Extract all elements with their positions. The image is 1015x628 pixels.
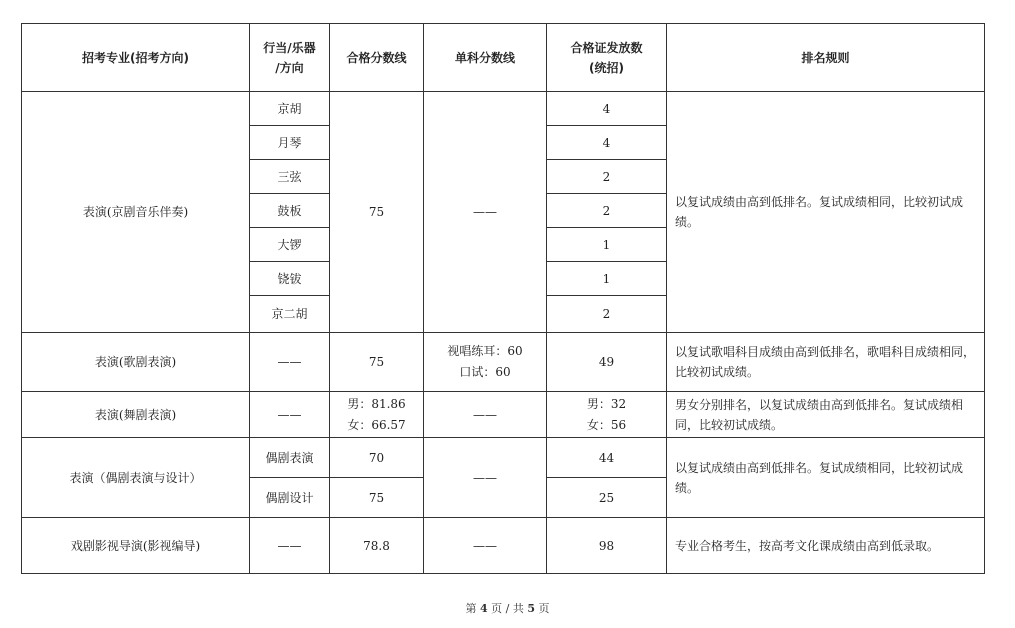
ranking-rule-cell: 以复试成绩由高到低排名。复试成绩相同，比较初试成绩。: [667, 438, 985, 518]
certificates-cell: 2: [547, 160, 667, 194]
major-cell: 表演（偶剧表演与设计）: [22, 438, 250, 518]
certificates-cell: 44: [547, 438, 667, 478]
single-score-cell: ——: [424, 438, 547, 518]
instrument-cell: 偶剧表演: [250, 438, 330, 478]
ranking-rule-cell: 男女分别排名，以复试成绩由高到低排名。复试成绩相同，比较初试成绩。: [667, 392, 985, 438]
instrument-cell: ——: [250, 392, 330, 438]
pass-score-cell: 75: [330, 478, 424, 518]
major-cell: 表演(京剧音乐伴奏): [22, 92, 250, 333]
table-row: [22, 518, 985, 574]
pass-score-cell: 70: [330, 438, 424, 478]
major-cell: 表演(舞剧表演): [22, 392, 250, 438]
certificates-cell: 1: [547, 262, 667, 296]
certificates-cell: 男：32 女：56: [547, 392, 667, 438]
major-cell: 戏剧影视导演(影视编导): [22, 518, 250, 574]
admission-score-table: [21, 23, 985, 574]
header-ranking-rule: 排名规则: [667, 24, 985, 92]
header-pass-score: 合格分数线: [330, 24, 424, 92]
instrument-cell: 京胡: [250, 92, 330, 126]
certificates-cell: 49: [547, 333, 667, 392]
instrument-cell: 京二胡: [250, 296, 330, 333]
page-footer: 第 4 页 / 共 5 页: [465, 602, 550, 615]
total-page-number: 5: [527, 602, 535, 615]
pass-score-cell: 75: [330, 333, 424, 392]
instrument-cell: 三弦: [250, 160, 330, 194]
instrument-cell: 鼓板: [250, 194, 330, 228]
table-row: [22, 92, 985, 126]
header-row: [22, 24, 985, 92]
single-score-cell: ——: [424, 518, 547, 574]
table-row: [22, 438, 985, 478]
current-page-number: 4: [479, 602, 488, 615]
certificates-cell: 4: [547, 92, 667, 126]
major-cell: 表演(歌剧表演): [22, 333, 250, 392]
pass-score-cell: 78.8: [330, 518, 424, 574]
header-major: 招考专业(招考方向): [22, 24, 250, 92]
instrument-cell: ——: [250, 333, 330, 392]
table-row: [22, 333, 985, 392]
certificates-cell: 25: [547, 478, 667, 518]
certificates-cell: 98: [547, 518, 667, 574]
certificates-cell: 2: [547, 194, 667, 228]
instrument-cell: 大锣: [250, 228, 330, 262]
certificates-cell: 2: [547, 296, 667, 333]
single-score-cell: 视唱练耳：60 口试：60: [424, 333, 547, 392]
ranking-rule-cell: 专业合格考生，按高考文化课成绩由高到低录取。: [667, 518, 985, 574]
certificates-cell: 1: [547, 228, 667, 262]
pass-score-cell: 男：81.86 女：66.57: [330, 392, 424, 438]
header-instrument: 行当/乐器 /方向: [250, 24, 330, 92]
instrument-cell: 月琴: [250, 126, 330, 160]
header-single-score: 单科分数线: [424, 24, 547, 92]
instrument-cell: 铙钹: [250, 262, 330, 296]
single-score-cell: ——: [424, 392, 547, 438]
table-row: [22, 392, 985, 438]
header-certificates: 合格证发放数 (统招): [547, 24, 667, 92]
ranking-rule-cell: 以复试歌唱科目成绩由高到低排名，歌唱科目成绩相同，比较初试成绩。: [667, 333, 985, 392]
pass-score-cell: 75: [330, 92, 424, 333]
ranking-rule-cell: 以复试成绩由高到低排名。复试成绩相同，比较初试成绩。: [667, 92, 985, 333]
instrument-cell: 偶剧设计: [250, 478, 330, 518]
single-score-cell: ——: [424, 92, 547, 333]
certificates-cell: 4: [547, 126, 667, 160]
instrument-cell: ——: [250, 518, 330, 574]
